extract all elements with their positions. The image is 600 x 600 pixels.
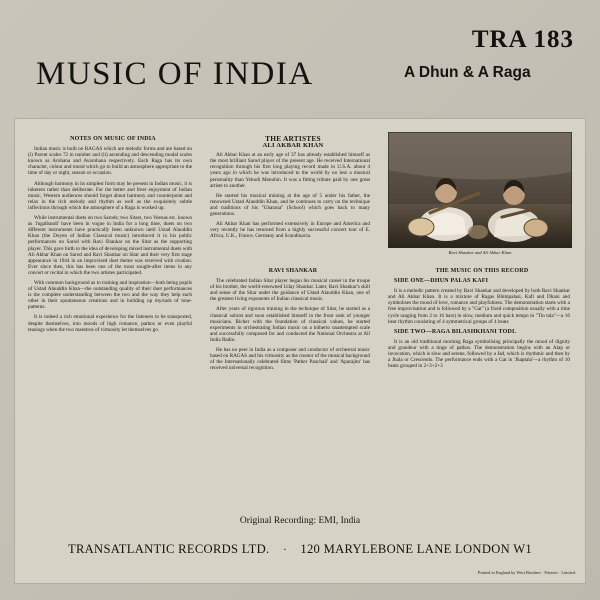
side-two-paragraph: It is an old traditional morning Raga symbolising principally the mood of dignity and grandeur with a tinge of pathos. The demonstration begins with an Alap or invocation, which is slow and serene, followed by a Jad, which is rhythmic and then by a Jhala or Crescendo. The performance ends with a Gat in 'Jhaptala'—a rhythm of 10 beats grouped in 2+3+2+3 bbox=[388, 338, 570, 370]
notes-heading: NOTES ON MUSIC OF INDIA bbox=[70, 136, 156, 142]
ravi-shankar-paragraph: He has no peer in India as a composer and conductor of orchestral music based on RAGAS and his virtuosity as the creator of the musical background of the Internationally celebrated films 'Pather Panchali' and 'Aparajito' has received universal recognition. bbox=[210, 347, 370, 372]
artistes-subheading: ALI AKBAR KHAN bbox=[262, 142, 324, 150]
label-name: TRANSATLANTIC RECORDS LTD. bbox=[67, 542, 270, 556]
artistes-paragraph: Ali Akbar Khan has performed extensively in Europe and America and very recently he has returned from a highly successful concert tour of E. Africa, U.K., France, Germany and Scandinavia. bbox=[210, 221, 370, 240]
ravi-shankar-paragraph: After years of rigorous training in the technique of Sitar, he started as a classical soloist and soon established himself in the front rank of younger musicians. Richer with the foundation of classical values, he started experiments in orchestrating Indian music on a hitherto unattempted scale and successfully composed for and conducted the National Orchestra at All India Radio. bbox=[210, 306, 370, 343]
label-separator: · bbox=[282, 544, 287, 556]
ravi-shankar-and-ali-akbar-khan-photo bbox=[388, 132, 572, 248]
catalogue-number: TRA 183 bbox=[471, 26, 574, 53]
label-imprint-line bbox=[14, 542, 586, 557]
side-two-title: SIDE TWO—RAGA BILASHKHANI TODI. bbox=[394, 328, 517, 335]
side-one-paragraph: It is a melodic pattern created by Ravi Shankar and developed by both Ravi Shankar and Ali Akbar Khan. It is a mixture of Ragas Bhimpalasi, Kafi and Dhani and symbolises the mood of love, romance and playfulness. The demonstration starts with a free improvisation and is followed by a "Gat" (a fixed composition usually with a time cycle ranging from 2 to 16 bars) in slow, medium and quick tempo in "Tin tala"—a 16 beat rhythm consisting of 4 symmetrical groups of 4 beats bbox=[388, 288, 570, 325]
artistes-heading: THE ARTISTES bbox=[265, 134, 321, 143]
artistes-paragraph: He started his musical training at the age of 5 under his father, the renowned Ustad Alauddin Khan, and he continues to carry on the technique and traditions of his "Gharana" (School) which goes back to many generations. bbox=[210, 192, 370, 218]
photo-caption: Ravi Shankar and Ali Akbar Khan bbox=[448, 250, 512, 255]
original-recording-line: Original Recording: EMI, India bbox=[239, 516, 361, 526]
ravi-shankar-column bbox=[210, 268, 370, 375]
page-title: MUSIC OF INDIA bbox=[36, 56, 314, 92]
music-on-record-column bbox=[388, 268, 570, 373]
printed-in-line: Printed in England by West Brothers · Printers · Limited. bbox=[477, 570, 576, 575]
side-one-title: SIDE ONE—DHUN PALAS KAFI bbox=[394, 278, 489, 285]
artistes-paragraph: Ali Akbar Khan at an early age of 37 has already established himself as the most brilliant Sarod player of the present age. He received International recognition through his first long playing record made in U.S.A. about 4 years ago in which he was introduced to the world by no less a musical personality than Yehudi Menuhin. It was a fitting tribute paid by one great artiste to another. bbox=[210, 152, 370, 189]
notes-column bbox=[28, 136, 192, 337]
ravi-shankar-paragraph: The celebrated Indian Sitar player began his musical career in the troupe of his brother, the world-renowned Uday Shankar. Later, Ravi Shankar's skill and sense of the Sitar under the guidance of Ustad Alauddin Khan, one of the greatest living exponents of Indian classical music. bbox=[210, 278, 370, 303]
notes-paragraph: Indian music is built on RAGAS which are melodic forms and are based on (i) Parent scales 72 in number and (ii) ascending and descending modal scales known as Arohana and Avarohana respectively. Each Raga has its own character, colour and mood which go to build an atmosphere appropriate to the time of day or night, season or occasion. bbox=[28, 146, 192, 177]
notes-paragraph: It is indeed a rich emotional experience for the listeners to be transported, despite themselves, into moods of high romance, pathos or even playful teasings when the two maestros of virtuosity let themselves go. bbox=[28, 314, 192, 333]
notes-paragraph: Although harmony in its simplest form may be present in Indian music, it is inherent rather than deliberate. For the better and freer enjoyment of Indian music, Western audiences should forget about harmony and counterpoint and relax in the rich melody and rhythm as well as the exquisitely subtle inflections through which the atmosphere of a Raga is worked up. bbox=[28, 180, 192, 211]
page-subtitle: A Dhun & A Raga bbox=[404, 64, 531, 81]
artistes-column bbox=[210, 136, 370, 243]
notes-paragraph: With common background as to training and inspiration—both being pupils of Ustad Alauddin Khan—the outstanding quality of their duet performances is the complete understanding between the two and the way they help each other in their spontaneous creations and in building up myriads of tone-patterns. bbox=[28, 279, 192, 311]
liner-notes-panel bbox=[14, 118, 586, 584]
ravi-shankar-heading: RAVI SHANKAR bbox=[268, 268, 318, 274]
photo-frame bbox=[388, 132, 572, 248]
music-on-record-heading: THE MUSIC ON THIS RECORD bbox=[435, 268, 529, 274]
label-address: 120 MARYLEBONE LANE LONDON W1 bbox=[300, 542, 533, 556]
notes-paragraph: While instrumental duets on two Sarods; two Sitars, two Veenas etc. known as 'Jugalbandi' have been in vogue in India for a long time, duets on two different instruments have practically been unknown until Ustad Alauddin Khan (the Doyen of Indian Classical music) introduced it in his public performances on Sarod with Ravi Shankar on the Sitar as the supporting player. This gave birth to the idea of developing mixed instrumental duets with Ali Akbar Khan on Sarod and Ravi Shankar on Sitar and their very first stage appearance in 1944 in an improvised duet theme was received with ovation. Ever since then, this has been one of the most sought-after items in any concert or recital in which the two artistes participated. bbox=[28, 215, 192, 276]
